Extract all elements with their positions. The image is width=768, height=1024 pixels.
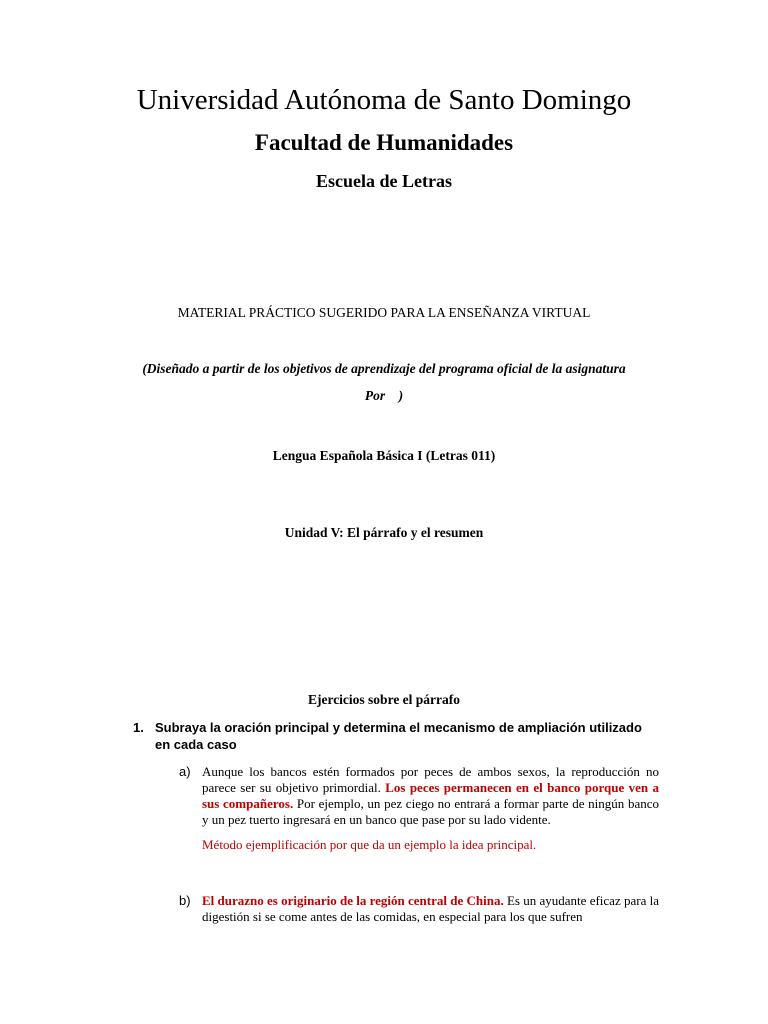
instruction-number: 1. — [133, 720, 144, 735]
paragraph-text: Es un ayudante eficaz para la digestión si se come antes de las comidas, en especial para los que sufren — [202, 893, 659, 924]
unit-title: Unidad V: El párrafo y el resumen — [284, 525, 484, 540]
paragraph-text: Por ejemplo, un pez ciego no entrará a formar parte de ningún banco y un pez tuerto ingresará en un banco que pase por su lado vidente. — [202, 796, 659, 827]
item-paragraph — [202, 893, 659, 925]
exercise-item-b — [179, 893, 659, 925]
item-marker: b) — [179, 893, 191, 908]
item-marker: a) — [179, 764, 191, 779]
material-heading: MATERIAL PRÁCTICO SUGERIDO PARA LA ENSEÑANZA VIRTUAL — [177, 305, 591, 320]
university-title: Universidad Autónoma de Santo Domingo — [136, 84, 632, 116]
paragraph-text: Aunque los bancos estén formados por peces de ambos sexos, la reproducción no parece ser su objetivo primordial. — [202, 764, 659, 795]
instruction-text: Subraya la oración principal y determina el mecanismo de ampliación utilizado en cada caso — [155, 720, 642, 752]
author-line: Por ) — [364, 388, 404, 403]
main-sentence-highlight: El durazno es originario de la región central de China. — [202, 893, 504, 908]
faculty-title: Facultad de Humanidades — [254, 130, 514, 155]
school-title: Escuela de Letras — [316, 171, 452, 191]
course-name: Lengua Española Básica I (Letras 011) — [272, 448, 496, 463]
instruction-item — [133, 719, 653, 753]
main-sentence-highlight: Los peces permanecen en el banco porque ven a sus compañeros. — [202, 780, 659, 811]
item-paragraph — [202, 764, 659, 828]
exercises-heading: Ejercicios sobre el párrafo — [307, 692, 461, 707]
exercise-item-a — [179, 764, 659, 828]
designed-note: (Diseñado a partir de los objetivos de aprendizaje del programa oficial de la asignatura — [142, 361, 626, 376]
answer-text: Método ejemplificación por que da un ejemplo la idea principal. — [202, 837, 537, 852]
